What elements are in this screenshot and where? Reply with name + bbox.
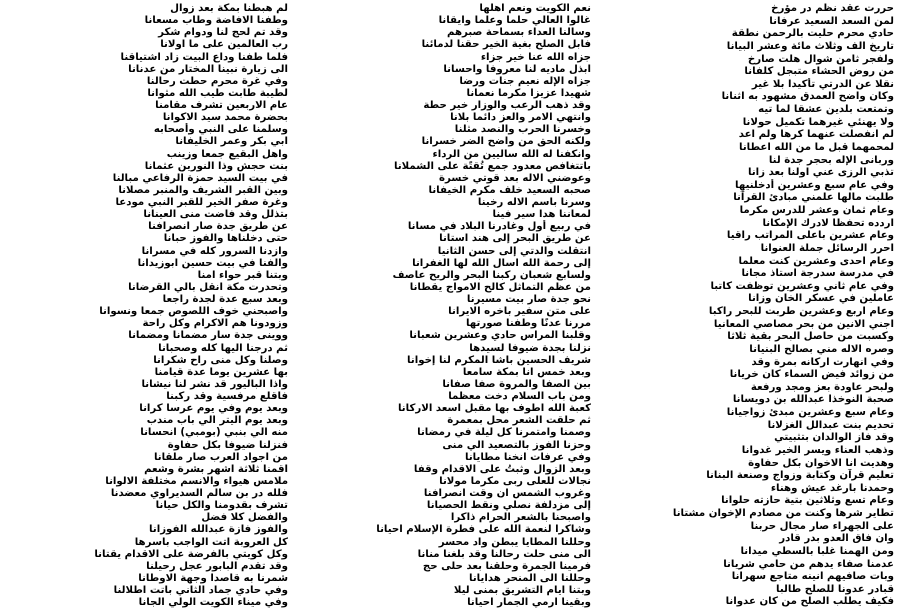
poem-verse-line: وهديت انا الاخوان بكل حفاوة bbox=[748, 457, 894, 469]
poem-verse-line: والفنا في بيت حسين ابوزيدانا bbox=[137, 257, 288, 269]
poem-verse-line: وبعد خمس انا بمكة سامعا bbox=[462, 366, 591, 378]
poem-verse-line: ثم درجنا اليها كله وصحبانا bbox=[158, 342, 288, 354]
poem-verse-line: إلى مزدلفة نصلي ونقط الحصيانا bbox=[426, 500, 591, 512]
poem-verse-line: وغروب الشمس ان وقت انصرافنا bbox=[423, 488, 591, 499]
poem-verse-line: اقمنا ثلاثة اشهر بشرة وشعم bbox=[144, 463, 288, 475]
poem-verse-line: باتتغافص معدود جمع تُقتًة على الشملانا bbox=[394, 160, 591, 172]
poem-verse-line: وبعد يوم وفي يوم عرسا كرانا bbox=[139, 403, 288, 415]
poem-verse-line: اردده تحفظا لادرك الإمكانا bbox=[762, 217, 894, 229]
poem-verse-line: عام الاربعين تشرف مقامنا bbox=[155, 100, 288, 111]
poem-verse-line: ابذل ماديه لنا معروفا واحسانا bbox=[443, 63, 591, 75]
poem-verse-line: بين الصفا والمروة صفا صفانا bbox=[442, 378, 591, 390]
poem-verse-line: اجني الانين من بحر مصاصي المعانيا bbox=[713, 318, 894, 330]
poem-verse-line: وقد تقدم البابور عجل رحيلنا bbox=[146, 560, 288, 572]
poem-verse-line: وربانى الإله بحجر جدة لنا bbox=[768, 154, 894, 166]
poem-verse-line: تاريخ الف وثلاث مائة وعشر البيانا bbox=[726, 40, 894, 52]
poem-verse-line: جزاه الله عنا خير جزاء bbox=[480, 51, 591, 63]
poem-verse-line: ملامس هيواء والانسم مختلفة الالوانا bbox=[105, 475, 288, 487]
poem-verse-line: حادي محرم حليت بالرحمن نطقة bbox=[731, 28, 894, 40]
poem-verse-line: ثم حلقت الشعر محل بمعمرة bbox=[447, 415, 591, 427]
poem-verse-line: شهيدا عزيزا مكرما نعمانا bbox=[466, 87, 591, 99]
poem-verse-line: واصبحني خوف اللصوص جمعا ونسوانا bbox=[99, 306, 288, 318]
poem-verse-line: مررنا عدنًا وطفنا صورتها bbox=[465, 318, 591, 330]
poem-verse-line: وطفنا الافاضة وطاب مسعانا bbox=[144, 15, 288, 27]
poem-verse-line: لم هبطنا بمكة بعد زوال bbox=[170, 3, 288, 14]
poem-verse-line: واهل البقيع جمعا وزينب bbox=[166, 148, 288, 160]
poem-verse-line: وعام احدى وعشرين كنت معلما bbox=[738, 255, 894, 267]
poem-verse-line: وكسبت من حاصل البحر بقية ثلاثا bbox=[727, 331, 894, 343]
poem-verse-line: لمعاننا هدا سير فينا bbox=[492, 209, 591, 221]
poem-verse-line: نزلنا بجدة ضيوفا لسيدها bbox=[469, 342, 591, 354]
poem-verse-line: وفي حادي جماد الثاني باتت اطلالنا bbox=[113, 585, 288, 596]
poem-verse-line: واذا الباليور قد نشر لنا نيشانا bbox=[141, 378, 288, 390]
poem-verse-line: وان فاق العدو بدر قادر bbox=[779, 533, 894, 545]
poem-verse-line: وشاكرا لنعمة الله على فطرة الإسلام احيانا bbox=[376, 524, 591, 536]
poem-verse-line: وحللنا المطايا يبطن واد محسر bbox=[438, 536, 591, 548]
poem-verse-line: بنت حجش وذا النورين عثمانا bbox=[144, 160, 288, 172]
poem-verse-line: وفي ميناء الكويت الولي الجانا bbox=[138, 597, 288, 608]
poem-verse-line: وسلمنا على النبي وأصحابه bbox=[153, 124, 288, 136]
poem-verse-line: وعام اربع وعشرين طربت للبحر راكبا bbox=[708, 306, 894, 317]
poem-verse-line: وبتنا ايام التشريق بمنى ليلا bbox=[453, 585, 591, 596]
poem-verse-line: ومن باب السلام دخت معظما bbox=[448, 391, 591, 402]
poem-verse-line: وعوضني الاله بعد قوتي خسرة bbox=[439, 172, 591, 184]
poem-verse-line: بها عشرين يوما عدة قيامنا bbox=[154, 366, 288, 378]
poem-verse-line: وحللنا الى المنحر هدايانا bbox=[469, 572, 591, 584]
poem-verse-line: شريف الحسين باشا المكرم لنا إخوانا bbox=[407, 354, 591, 366]
poem-verse-line: انتقلت والدتي إلى حسن الثانيا bbox=[437, 245, 591, 257]
poem-verse-line: وقد فاز الوالدان بتثبيتي bbox=[774, 432, 894, 444]
poem-verse-line: عاملين في عسكر الخان وزانا bbox=[748, 293, 894, 305]
poem-verse-line: وبعد الزوال وثبتُ على الاقدام وقفا bbox=[413, 463, 591, 475]
poem-verse-line: على الجهراء صار مجال حربنا bbox=[750, 520, 894, 532]
poem-verse-line: شمرنا به قاصدا وجهة الاوطانا bbox=[138, 572, 288, 584]
poem-verse-line: وكان واضح العمدق مشهود به اثنانا bbox=[721, 91, 894, 103]
poem-verse-line: لمحمهما قبل ما من الله اعطانا bbox=[739, 141, 894, 153]
poem-verse-line: نحو جدة صار بيت مسيرنا bbox=[466, 294, 591, 305]
poem-verse-line: وخسرنا الحرب والنصد مثلنا bbox=[454, 124, 591, 136]
poem-verse-line: عدمنا صفاء يدهم من حامي شريانا bbox=[723, 558, 894, 570]
poem-verse-line: حتى دخلناها والفوز حبانا bbox=[163, 233, 288, 245]
poem-verse-line: تشرف بقدومنا والكل حيانا bbox=[155, 500, 288, 512]
poem-verse-line: وصمنا وامتمرنا كل ليلة في رمضانا bbox=[417, 427, 591, 439]
poem-verse-line: وزودونا هم الاكرام وكل راحة bbox=[142, 318, 288, 330]
poem-verse-line: منه الي بنبي (بومبي) انحسانا bbox=[140, 427, 288, 439]
poem-verse-line: وتمتعت بلدين عشقا لما تيه bbox=[758, 104, 894, 115]
poem-verse-line: وبعد سبع عدة لجدة راجعا bbox=[162, 294, 288, 305]
poem-verse-line: رب العالمين على ما اولانا bbox=[160, 39, 288, 51]
poem-verse-line: فكيف يطلب الصلح من كان عدوانا bbox=[725, 596, 894, 608]
poem-verse-line: غالوا العالي حلما وعلما وايقانا bbox=[438, 15, 591, 27]
poem-verse-line: من اجواد العرب صار ملقانا bbox=[153, 451, 288, 463]
poem-verse-line: وعام ثمان وعشر للدرس مكرما bbox=[739, 205, 894, 216]
poem-verse-line: فاقلع مرفسية وقد ركبنا bbox=[166, 391, 288, 402]
poem-verse-line: وفي عام ثاني وعشرين توظفت كاتبا bbox=[710, 280, 894, 292]
poem-verse-line: والفوز فازة عبدالله الفوزانا bbox=[149, 524, 288, 536]
poem-verse-line: في ربيع أول وغادرنا البلاد في مسانا bbox=[407, 221, 591, 233]
poem-verse-line: واصبحنا بالشعر الحرام ذاكرا bbox=[450, 512, 591, 524]
poem-verse-line: تذبي الرزى عني اولنا بعد زانا bbox=[748, 167, 894, 179]
poem-verse-line: لمن السعد السعيد عرفانا bbox=[769, 15, 894, 27]
poem-verse-line: حررت عقد نظم در مؤرخ bbox=[771, 3, 894, 14]
poem-verse-line: بحضرة محمد سيد الاكوانا bbox=[162, 112, 288, 124]
poem-verse-line: كعبة الله اطوف بها مقبل اسعد الاركانا bbox=[397, 403, 591, 415]
poem-verse-line: وبين القبر الشريف والمنبر مصلانا bbox=[118, 184, 288, 196]
poem-verse-line: وبقينا ارمي الجمار احيانا bbox=[467, 597, 591, 608]
poem-verse-line: وقلبنا المراس حادي وعشرين شعبانا bbox=[409, 330, 591, 342]
poem-verse-line: تحديم بنت عبدالل الغزلانا bbox=[767, 419, 894, 431]
poem-verse-line: عن طريق جدة صار انصرافنا bbox=[148, 221, 288, 233]
poem-verse-line: في بيت السيد حمزة الرفاعي مبالنا bbox=[112, 172, 288, 184]
poem-verse-line: لطيبة طابت طيب الله مثوانا bbox=[147, 87, 288, 99]
poem-verse-line: وذهب العناء ويسر الخير غدوانا bbox=[741, 444, 894, 456]
poem-verse-line: فابل الصلح بغية الخير حقنا لدمائنا bbox=[421, 39, 591, 51]
poem-verse-line: على متن سفير باخره الايرانا bbox=[448, 306, 591, 318]
poem-verse-line: وحمدنا بارغد عيش وهناء bbox=[770, 482, 894, 494]
poem-verse-line: من روض الحشاء متبجل كلفانا bbox=[744, 66, 894, 78]
poem-verse-line: وكل كويتي بالفرضة على الاقدام يقتانا bbox=[94, 548, 288, 560]
poem-verse-line: ابي بكر وعمر الخليفانا bbox=[175, 136, 288, 148]
poem-column-middle bbox=[309, 2, 591, 608]
poem-verse-line: وانتهي الامر والعز دائما بلانا bbox=[450, 112, 591, 124]
poem-verse-line: بتذلل وقد فاضت منى العينانا bbox=[143, 209, 288, 221]
poem-verse-line: عن طريق البحر إلى هند استانا bbox=[439, 233, 591, 245]
poem-verse-line: تطاير شرها وكنت من مصادم الإخوان مشتانا bbox=[672, 508, 894, 519]
poem-verse-line: ولسابع شعبان ركبنا البحر والريح عاصف bbox=[392, 269, 591, 281]
poem-verse-line: فلله در بن سالم السديراوي معضدنا bbox=[110, 488, 288, 499]
poem-verse-line: وبعد يوم اليتر الي باب مندب bbox=[146, 415, 288, 427]
poem-verse-line: احرر الرسائل جملة العنوانا bbox=[760, 242, 894, 254]
poem-verse-line: من عظم التماثل كالح الامواج يقطانا bbox=[409, 281, 591, 293]
poem-verse-line: نعم الكويت ونعم اهلها bbox=[479, 3, 591, 14]
poem-verse-line: وسالنا العداء بسماحة صبرهم bbox=[446, 27, 591, 39]
poem-verse-line: وبتنا قبر حواء امنا bbox=[197, 269, 288, 281]
poem-verse-line: وعام تسع وثلاثين بتية حازته حلوانا bbox=[721, 495, 894, 507]
poem-verse-line: فرمينا الجمرة وحلقنا بعد حلى حج bbox=[422, 560, 591, 572]
poem-column-right bbox=[612, 2, 894, 608]
poem-verse-line: كل العروبة اتت الواجب باسرها bbox=[134, 536, 288, 548]
poem-verse-line: وانكفنا له الله ساليين من الرداء bbox=[432, 148, 591, 160]
poem-verse-line: ولبحر عاودة بعز ومجد ورفعة bbox=[750, 381, 894, 393]
poem-verse-line: ووينى جدة سار مضمانا ومضمانا bbox=[128, 330, 288, 342]
poem-verse-line: وازدنا السرور كله في مسرانا bbox=[141, 245, 288, 257]
poem-verse-line: فنزلنا ضيوفا بكل حفاوة bbox=[167, 439, 288, 451]
poem-verse-line: إلى رحمة الله اسال الله لها الغفرانا bbox=[412, 257, 591, 269]
poem-verse-line: وتحدرت مكة انقل بالي القرضانا bbox=[128, 281, 288, 293]
poem-verse-line: وسرنا باسم الاله رخينا bbox=[477, 197, 591, 208]
poem-verse-line: وفي عرفات انخنا مطايانا bbox=[465, 451, 591, 463]
poem-verse-line: ولفجر ثامن شوال هلت صارخ bbox=[747, 53, 894, 65]
poem-verse-line: ومن الهمنا غلبا بالسطي ميدانا bbox=[740, 545, 894, 557]
poem-verse-line: نقلا عن الدرتي تأكيدا بلا غير bbox=[751, 78, 894, 90]
poem-verse-line: صحبه السعيد خلف مكرم الخيفانا bbox=[428, 184, 591, 196]
poem-verse-line: وحزنا الفوز بالتصعيد الي منى bbox=[442, 439, 591, 451]
poem-verse-line: نجالات للعلى ربى مكرما مولانا bbox=[439, 475, 591, 487]
poem-verse-line: طلبت مالها علمني مبادئ القرآنا bbox=[733, 192, 894, 204]
poem-verse-line: والفضل كلا فضل bbox=[201, 512, 288, 524]
poem-column-left bbox=[6, 2, 288, 608]
poem-verse-line: وعام عشرين باعلى المراتب راقيا bbox=[726, 230, 894, 242]
poem-verse-line: لم انفصلت عنهما كرها ولم اعد bbox=[738, 129, 894, 141]
poem-verse-line: الى منى حلت رحالنا وقد بلغنا منانا bbox=[417, 548, 591, 560]
poem-verse-line: الى زيارة نبينا المختار من عدنانا bbox=[128, 63, 288, 75]
poem-verse-line: وبات صافيهم انينه متاجع سهرانا bbox=[731, 571, 894, 583]
poem-verse-line: في مدرسة سدرجة استاذ مجانا bbox=[741, 268, 894, 280]
poem-verse-line: ولا يهنئي غيرهما تكميل حولانا bbox=[742, 116, 894, 128]
poem-verse-line: وغرة صفر الخير للقبر النبي مودعا bbox=[115, 197, 288, 208]
poem-verse-line: وعام سبع وعشرين مبدئ زواجيانا bbox=[726, 407, 894, 418]
poem-verse-line: وقد تم لحج لنا ودوام شكر bbox=[158, 27, 288, 39]
poem-verse-line: صحبة النوخذا عبدالله بن دويسانا bbox=[732, 394, 894, 406]
poem-verse-line: من زوائد فيض السماء كان خريانا bbox=[729, 369, 894, 381]
poem-verse-line: وفي غرة محرم حطت رحالنا bbox=[146, 75, 288, 87]
poem-verse-line: وقد ذهب الرعب والوزار خير حطة bbox=[423, 100, 591, 111]
poem-verse-line: وصلنا وكل منى راح شكرانا bbox=[153, 354, 288, 366]
poem-verse-line: تعليم قرآن وكتابة وزواج وصنعة البنانا bbox=[706, 470, 894, 482]
poem-verse-line: وفي عام سبع وعشرين أدخلنيها bbox=[735, 179, 894, 191]
poem-verse-line: ولكنه الحق من واضح الضر خسرانا bbox=[421, 136, 591, 148]
poem-verse-line: جزاه الإله نعيم جنات ورضا bbox=[459, 75, 591, 87]
poem-verse-line: قبادر عدونا للصلح طالبا bbox=[776, 583, 894, 595]
poem-verse-line: فلما طفنا وداع البيت زاد اشتياقنا bbox=[120, 51, 288, 63]
poem-page bbox=[6, 2, 894, 608]
poem-verse-line: وصره الاله مني بصالح البنيانا bbox=[749, 343, 894, 355]
poem-verse-line: وفي انهارت اركانه بمرة وقد bbox=[751, 356, 894, 368]
